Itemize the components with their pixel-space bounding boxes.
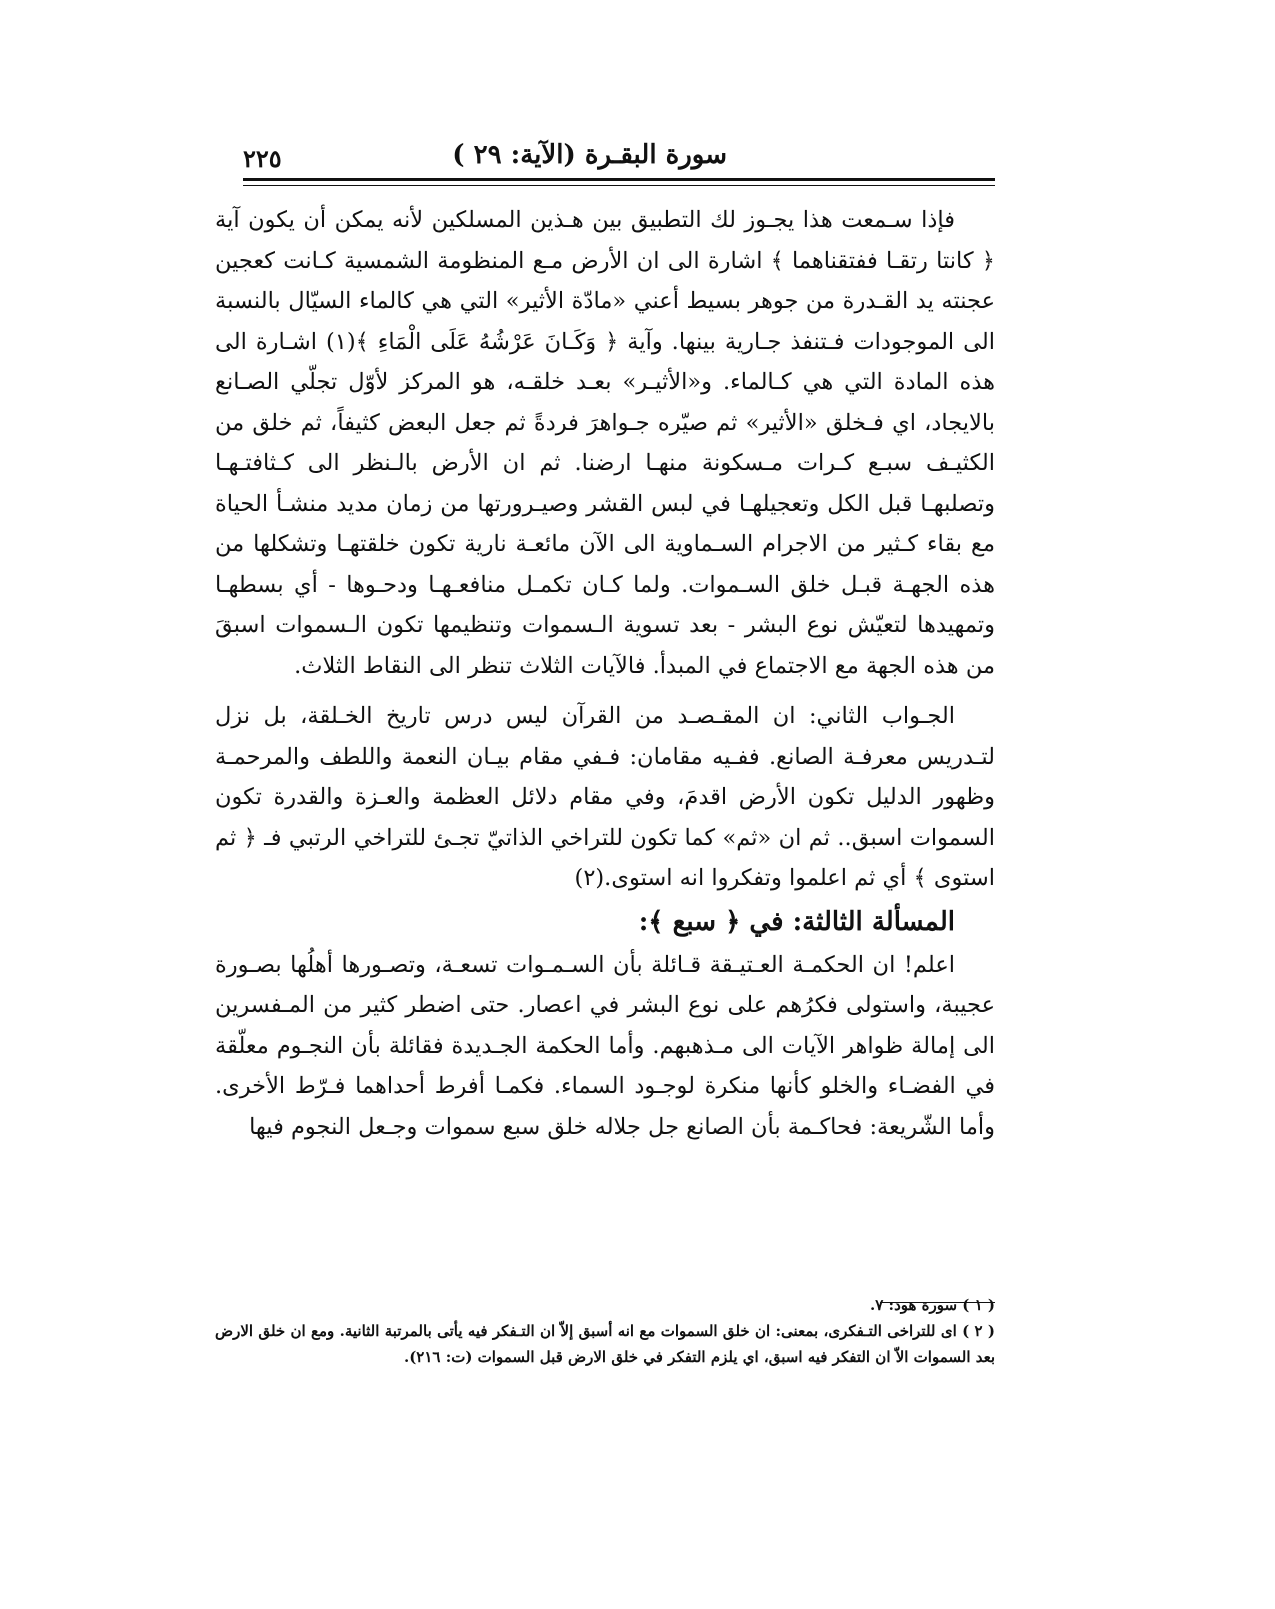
- page-number: ٢٢٥: [243, 144, 282, 173]
- paragraph-1: فإذا سـمعت هذا يجـوز لك التطبيق بين هـذين المسلكين لأنه يمكن أن يكون آية ﴿ كانتا رتقـا ففتقناهما ﴾ اشارة الى ان الأرض مـع المنظومة الشمسية كـانت كعجين عجنته يد القـدرة من جوهر بسيط أعني «مادّة الأثير» التي هي كالماء السيّال بالنسبة الى الموجودات فـتنفذ جـارية بينها. وآية ﴿ وَكَـانَ عَرْشُهُ عَلَى الْمَاءِ ﴾(١) اشـارة الى هذه المادة التي هي كـالماء. و«الأثيـر» بعـد خلقـه، هو المركز لأوّل تجلّي الصـانع بالايجاد، اي فـخلق «الأثير» ثم صيّره جـواهرَ فردةً ثم جعل البعض كثيفاً، ثم خلق من الكثيـف سبـع كـرات مـسكونة منهـا ارضنا. ثم ان الأرض بالـنظر الى كـثافتـهـا وتصلبهـا قبل الكل وتعجيلهـا في لبس القشر وصيـرورتها من زمان مديد منشـأ الحياة مع بقاء كـثير من الاجرام السـماوية الى الآن مائعـة نارية تكون خلقتهـا وتشكلها من هذه الجهـة قبـل خلق السـموات. ولما كـان تكمـل منافعـهـا ودحـوها - أي بسطهـا وتمهيدها لتعيّش نوع البشر - بعد تسوية الـسموات وتنظيمها تكون الـسموات اسبقَ من هذه الجهة مع الاجتماع في المبدأ. فالآيات الثلاث تنظر الى النقاط الثلاث.: [215, 207, 995, 679]
- header-rule-thin: [243, 185, 995, 186]
- footnotes: [215, 1292, 995, 1370]
- paragraph-3: اعلم! ان الحكمـة العـتيـقة قـائلة بأن السـمـوات تسعـة، وتصـورها أهلُها بصـورة عجيبة، واستولى فكرُهم على نوع البشر في اعصار. حتى اضطر كثير من المـفسرين الى إمالة ظواهر الآيات الى مـذهبهم. وأما الحكمة الجـديدة فقائلة بأن النجـوم معلّقة في الفضـاء والخلو كأنها منكرة لوجـود السماء. فكمـا أفرط أحداهما فـرّط الأخرى. وأما الشّريعة: فحاكـمة بأن الصانع جل جلاله خلق سبع سموات وجـعل النجوم فيها: [215, 951, 995, 1140]
- header-rule-thick: [243, 178, 995, 181]
- section-heading: [215, 899, 995, 945]
- section-heading-main: المسألة الثالثة:: [792, 906, 955, 937]
- main-text: [215, 200, 995, 1147]
- footnote-1: ( ١ ) سورة هود: ٧.: [870, 1296, 995, 1314]
- paragraph-2: الجـواب الثاني: ان المقـصـد من القرآن ليس درس تاريخ الخـلقة، بل نزل لتـدريس معرفـة الصانع. ففـيه مقامان: فـفي مقام بيـان النعمة واللطف والمرحمـة وظهور الدليل تكون الأرض اقدمَ، وفي مقام دلائل العظمة والعـزة والقدرة تكون السموات اسبق.. ثم ان «ثم» كما تكون للتراخي الذاتيّ تجـئ للتراخي الرتبي فـ ﴿ ثم استوى ﴾ أي ثم اعلموا وتفكروا انه استوى.(٢): [215, 703, 995, 891]
- page-header: [243, 140, 995, 180]
- section-heading-sub: في ﴿ سبع ﴾:: [638, 906, 784, 937]
- running-title: سورة البقـرة (الآية: ٢٩ ): [452, 140, 727, 170]
- footnote-2: ( ٢ ) اى للتراخى التـفكرى، بمعنى: ان خلق السموات مع انه أسبق إلاّ ان التـفكر فيه يأتى بالمرتبة الثانية. ومع ان خلق الارض بعد السموات الاّ ان التفكر فيه اسبق، اي يلزم التفكر في خلق الارض قبل السموات (ت: ٢١٦).: [215, 1322, 995, 1366]
